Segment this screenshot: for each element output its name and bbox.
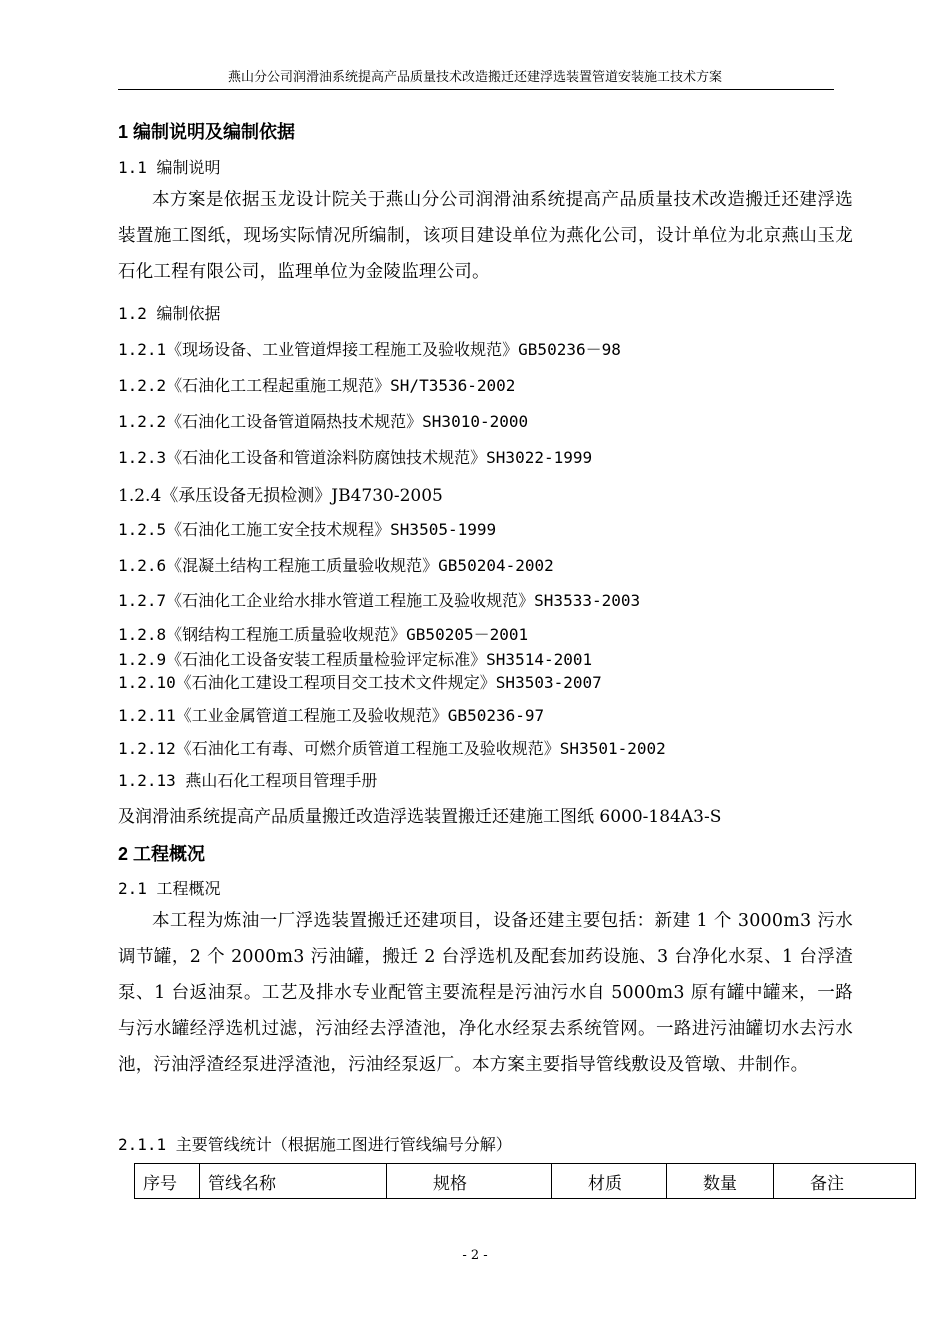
page-number: - 2 - <box>462 1248 488 1263</box>
table-header-cell: 管线名称 <box>200 1164 387 1199</box>
table-header-cell: 材质 <box>552 1164 667 1199</box>
section-2-1-paragraph: 本工程为炼油一厂浮选装置搬迁还建项目，设备还建主要包括：新建 1 个 3000m3 污水调节罐，2 个 2000m3 污油罐，搬迁 2 台浮选机及配套加药设施、3 台净化水泵、1 台浮渣泵、1 台返油泵。工艺及排水专业配管主要流程是污油污水自 5000m3 原有罐中罐来，一路与污水罐经浮选机过滤，污油经去浮渣池，净化水经泵去系统管网。一路进污油罐切水去污水池，污油浮渣经泵进浮渣池，污油经泵返厂。本方案主要指导管线敷设及管墩、井制作。 <box>118 911 853 1075</box>
reference-item: 及润滑油系统提高产品质量搬迁改造浮选装置搬迁还建施工图纸 6000-184A3-S <box>118 807 722 827</box>
table-header-cell: 规格 <box>387 1164 552 1199</box>
table-header-cell: 序号 <box>135 1164 200 1199</box>
section-2-1-heading: 2.1 工程概况 <box>118 879 221 898</box>
table-header-row <box>135 1164 916 1199</box>
header-rule <box>118 89 834 90</box>
reference-item: 1.2.13 燕山石化工程项目管理手册 <box>118 771 378 790</box>
pipeline-table <box>134 1163 916 1199</box>
section-1-heading: 1 编制说明及编制依据 <box>118 122 296 142</box>
reference-item: 1.2.4《承压设备无损检测》JB4730-2005 <box>118 486 443 506</box>
reference-item: 1.2.11《工业金属管道工程施工及验收规范》GB50236-97 <box>118 706 545 725</box>
running-header: 燕山分公司润滑油系统提高产品质量技术改造搬迁还建浮选装置管道安装施工技术方案 <box>227 70 722 85</box>
reference-item: 1.2.9《石油化工设备安装工程质量检验评定标准》SH3514-2001 <box>118 650 593 669</box>
section-1-1-paragraph: 本方案是依据玉龙设计院关于燕山分公司润滑油系统提高产品质量技术改造搬迁还建浮选装置施工图纸，现场实际情况所编制，该项目建设单位为燕化公司，设计单位为北京燕山玉龙石化工程有限公司，监理单位为金陵监理公司。 <box>118 190 853 282</box>
section-2-heading: 2 工程概况 <box>118 844 206 864</box>
reference-item: 1.2.10《石油化工建设工程项目交工技术文件规定》SH3503-2007 <box>118 673 602 692</box>
reference-item: 1.2.6《混凝土结构工程施工质量验收规范》GB50204-2002 <box>118 556 554 575</box>
reference-item: 1.2.12《石油化工有毒、可燃介质管道工程施工及验收规范》SH3501-2002 <box>118 739 666 758</box>
table-header-cell: 数量 <box>667 1164 774 1199</box>
reference-item: 1.2.2《石油化工设备管道隔热技术规范》SH3010-2000 <box>118 412 529 431</box>
table-caption: 2.1.1 主要管线统计（根据施工图进行管线编号分解） <box>118 1135 512 1154</box>
section-1-2-heading: 1.2 编制依据 <box>118 304 221 323</box>
section-1-1-heading: 1.1 编制说明 <box>118 158 221 177</box>
reference-item: 1.2.7《石油化工企业给水排水管道工程施工及验收规范》SH3533-2003 <box>118 591 641 610</box>
reference-item: 1.2.1《现场设备、工业管道焊接工程施工及验收规范》GB50236－98 <box>118 340 621 359</box>
reference-item: 1.2.8《钢结构工程施工质量验收规范》GB50205－2001 <box>118 625 529 644</box>
reference-item: 1.2.2《石油化工工程起重施工规范》SH/T3536-2002 <box>118 376 516 395</box>
reference-item: 1.2.5《石油化工施工安全技术规程》SH3505-1999 <box>118 520 497 539</box>
reference-item: 1.2.3《石油化工设备和管道涂料防腐蚀技术规范》SH3022-1999 <box>118 448 593 467</box>
table-header-cell: 备注 <box>774 1164 916 1199</box>
